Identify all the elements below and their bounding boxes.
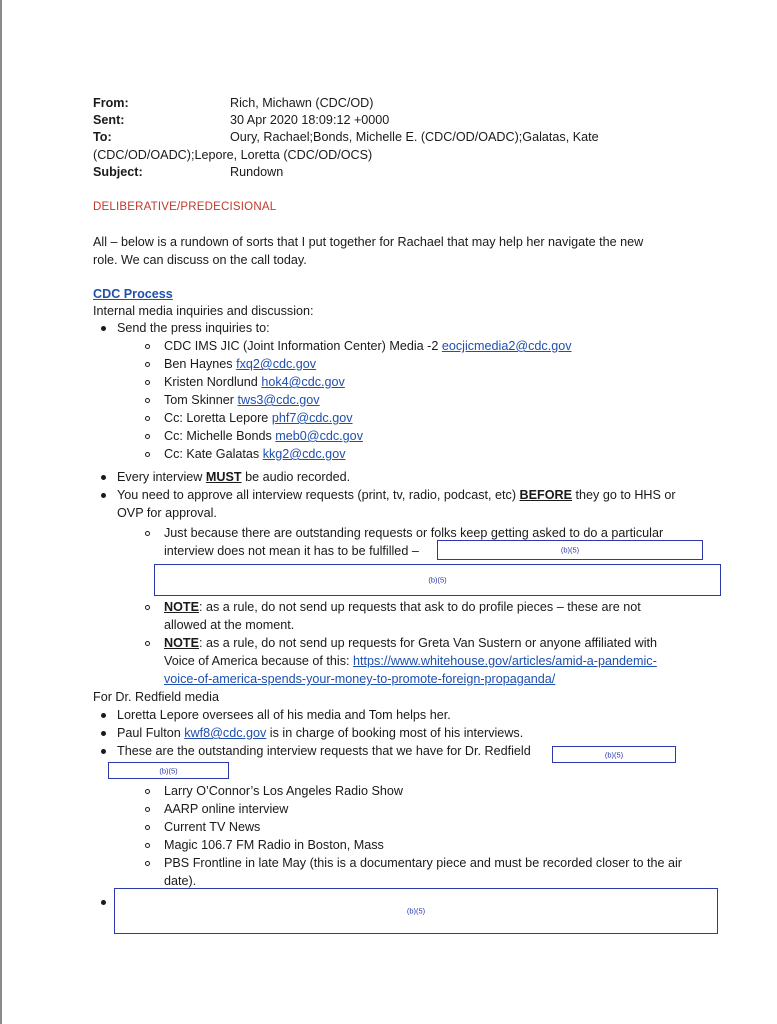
contact-item: Cc: Michelle Bonds meb0@cdc.gov <box>164 429 363 443</box>
redfield-heading: For Dr. Redfield media <box>93 690 219 704</box>
redaction-box: (b)(5) <box>552 746 676 763</box>
subject-label: Subject: <box>93 165 143 179</box>
classification-marking: DELIBERATIVE/PREDECISIONAL <box>93 201 277 213</box>
bullet-icon <box>101 493 106 498</box>
intro-line1: All – below is a rundown of sorts that I put together for Rachael that may help her navigate the new <box>93 235 644 249</box>
circle-bullet-icon <box>145 362 150 367</box>
send-to-text: Send the press inquiries to: <box>117 321 270 335</box>
contact-item: Cc: Loretta Lepore phf7@cdc.gov <box>164 411 353 425</box>
circle-bullet-icon <box>145 380 150 385</box>
redfield-item-loretta: Loretta Lepore oversees all of his media and Tom helps her. <box>117 708 451 722</box>
whitehouse-link-cont[interactable]: voice-of-america-spends-your-money-to-promote-foreign-propaganda/ <box>164 672 556 686</box>
approve-rule: You need to approve all interview requests (print, tv, radio, podcast, etc) BEFORE they go to HHS or <box>117 488 676 502</box>
redaction-box: (b)(5) <box>108 762 229 779</box>
from-label: From: <box>93 96 129 110</box>
email-link[interactable]: fxq2@cdc.gov <box>236 357 317 371</box>
from-value: Rich, Michawn (CDC/OD) <box>230 96 374 110</box>
approve-rule-line2: OVP for approval. <box>117 506 217 520</box>
bullet-icon <box>101 713 106 718</box>
redaction-box: (b)(5) <box>437 540 703 560</box>
note2-line2: Voice of America because of this: https://www.whitehouse.gov/articles/amid-a-pandemic- <box>164 654 657 668</box>
email-link[interactable]: kkg2@cdc.gov <box>262 447 346 461</box>
request-item-cont: date). <box>164 874 197 888</box>
email-link[interactable]: phf7@cdc.gov <box>271 411 353 425</box>
redfield-item-outstanding: These are the outstanding interview requests that we have for Dr. Redfield <box>117 744 531 758</box>
email-link[interactable]: tws3@cdc.gov <box>237 393 320 407</box>
circle-bullet-icon <box>145 605 150 610</box>
contact-item: Cc: Kate Galatas kkg2@cdc.gov <box>164 447 346 461</box>
note2-line1: NOTE: as a rule, do not send up requests for Greta Van Sustern or anyone affiliated with <box>164 636 658 650</box>
sent-label: Sent: <box>93 113 125 127</box>
just-because-line1: Just because there are outstanding requests or folks keep getting asked to do a particular <box>164 526 664 540</box>
request-item: PBS Frontline in late May (this is a documentary piece and must be recorded closer to the air <box>164 856 682 870</box>
request-item: AARP online interview <box>164 802 289 816</box>
section-title: CDC Process <box>93 287 173 301</box>
intro-line2: role. We can discuss on the call today. <box>93 253 307 267</box>
to-label: To: <box>93 130 112 144</box>
internal-heading: Internal media inquiries and discussion: <box>93 304 314 318</box>
bullet-icon <box>101 326 106 331</box>
circle-bullet-icon <box>145 344 150 349</box>
to-value-line2: (CDC/OD/OADC);Lepore, Loretta (CDC/OD/OCS) <box>93 148 373 162</box>
circle-bullet-icon <box>145 398 150 403</box>
circle-bullet-icon <box>145 452 150 457</box>
subject-value: Rundown <box>230 165 284 179</box>
bullet-icon <box>101 731 106 736</box>
circle-bullet-icon <box>145 641 150 646</box>
contact-item: Kristen Nordlund hok4@cdc.gov <box>164 375 345 389</box>
page-edge <box>0 0 2 1024</box>
bullet-icon <box>101 475 106 480</box>
circle-bullet-icon <box>145 861 150 866</box>
just-because-line2: interview does not mean it has to be fulfilled – <box>164 544 419 558</box>
contact-item: Ben Haynes fxq2@cdc.gov <box>164 357 317 371</box>
redfield-item-paul: Paul Fulton kwf8@cdc.gov is in charge of booking most of his interviews. <box>117 726 524 740</box>
request-item: Current TV News <box>164 820 261 834</box>
to-value-line1: Oury, Rachael;Bonds, Michelle E. (CDC/OD/OADC);Galatas, Kate <box>230 130 599 144</box>
note1-line2: allowed at the moment. <box>164 618 295 632</box>
circle-bullet-icon <box>145 825 150 830</box>
sent-value: 30 Apr 2020 18:09:12 +0000 <box>230 113 390 127</box>
note1-line1: NOTE: as a rule, do not send up requests that ask to do profile pieces – these are not <box>164 600 641 614</box>
email-link[interactable]: hok4@cdc.gov <box>261 375 345 389</box>
whitehouse-link[interactable]: https://www.whitehouse.gov/articles/amid-a-pandemic- <box>353 654 657 668</box>
circle-bullet-icon <box>145 531 150 536</box>
email-link[interactable]: meb0@cdc.gov <box>275 429 363 443</box>
email-link[interactable]: eocjicmedia2@cdc.gov <box>441 339 572 353</box>
bullet-icon <box>101 749 106 754</box>
request-item: Magic 106.7 FM Radio in Boston, Mass <box>164 838 384 852</box>
circle-bullet-icon <box>145 843 150 848</box>
request-item: Larry O’Connor’s Los Angeles Radio Show <box>164 784 403 798</box>
circle-bullet-icon <box>145 789 150 794</box>
redaction-box: (b)(5) <box>114 888 718 934</box>
contact-item: CDC IMS JIC (Joint Information Center) Media -2 eocjicmedia2@cdc.gov <box>164 339 572 353</box>
contact-item: Tom Skinner tws3@cdc.gov <box>164 393 320 407</box>
note2-line3 <box>164 670 555 688</box>
redaction-box: (b)(5) <box>154 564 721 596</box>
audio-rule: Every interview MUST be audio recorded. <box>117 470 351 484</box>
bullet-icon <box>101 900 106 905</box>
email-link[interactable]: kwf8@cdc.gov <box>184 726 267 740</box>
circle-bullet-icon <box>145 807 150 812</box>
circle-bullet-icon <box>145 434 150 439</box>
circle-bullet-icon <box>145 416 150 421</box>
